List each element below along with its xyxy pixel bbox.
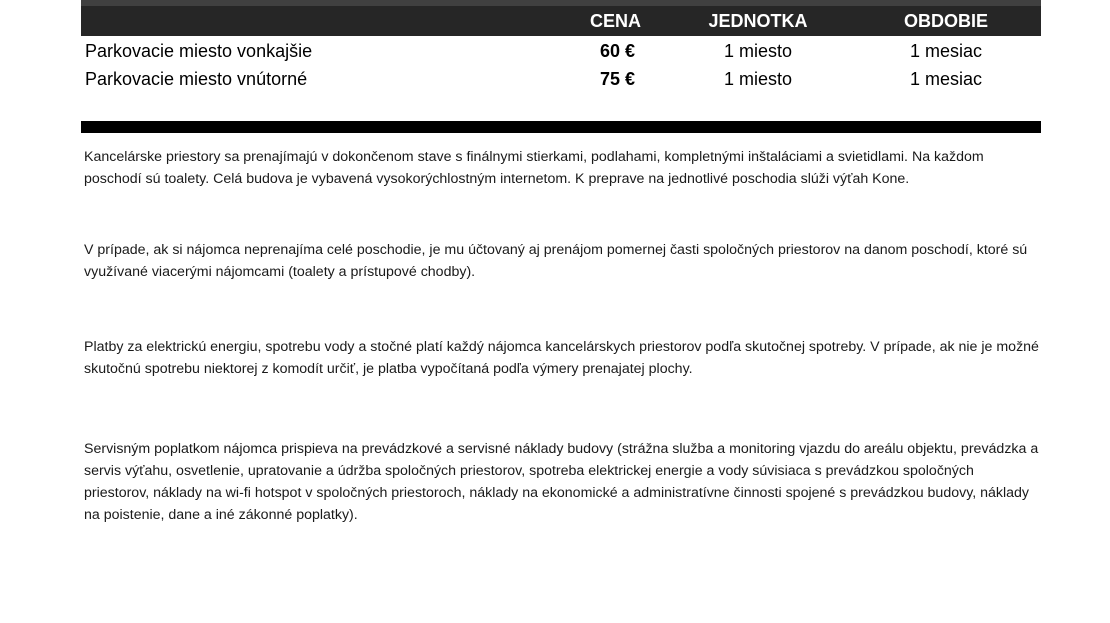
header-period: OBDOBIE — [903, 11, 988, 31]
table-row — [81, 37, 1041, 65]
row-price: 60 € — [599, 41, 635, 61]
header-price: CENA — [589, 11, 641, 31]
row-period: 1 mesiac — [909, 69, 983, 89]
price-table-header — [81, 6, 1041, 36]
row-price: 75 € — [599, 69, 635, 89]
paragraph-utilities: Platby za elektrickú energiu, spotrebu vody a stočné platí každý nájomca kancelárskych priestorov podľa skutočnej spotreby. V prípade, ak nie je možné skutočnú spotrebu niektorej z komodít určiť, je platba vypočítaná podľa výmery prenajatej plochy. — [84, 339, 1039, 377]
table-row — [81, 65, 1041, 93]
row-name: Parkovacie miesto vnútorné — [85, 69, 308, 89]
section-divider — [81, 121, 1041, 133]
row-unit: 1 miesto — [723, 69, 793, 89]
header-unit: JEDNOTKA — [708, 11, 808, 31]
paragraph-office-spaces: Kancelárske priestory sa prenajímajú v dokončenom stave s finálnymi stierkami, podlahami, kompletnými inštaláciami a svietidlami. Na každom poschodí sú toalety. Celá budova je vybavená vysokorýchlostným internetom. K preprave na jednotlivé poschodia slúži výťah Kone. — [84, 149, 984, 187]
paragraph-service-fee: Servisným poplatkom nájomca prispieva na prevádzkové a servisné náklady budovy (strážna služba a monitoring vjazdu do areálu objektu, prevádzka a servis výťahu, osvetlenie, upratovanie a údržba spoločných priestorov, spotreba elektrickej energie a vody súvisiaca s prevádzkou spoločných priestorov, náklady na wi-fi hotspot v spoločných priestoroch, náklady na ekonomické a administratívne činnosti spojené s prevádzkou budovy, náklady na poistenie, dane a iné zákonné poplatky). — [84, 441, 1039, 523]
row-unit: 1 miesto — [723, 41, 793, 61]
paragraph-shared-spaces: V prípade, ak si nájomca neprenajíma celé poschodie, je mu účtovaný aj prenájom pomernej časti spoločných priestorov na danom poschodí, ktoré sú využívané viacerými nájomcami (toalety a prístupové chodby). — [84, 242, 1028, 280]
row-period: 1 mesiac — [909, 41, 983, 61]
row-name: Parkovacie miesto vonkajšie — [85, 41, 313, 61]
